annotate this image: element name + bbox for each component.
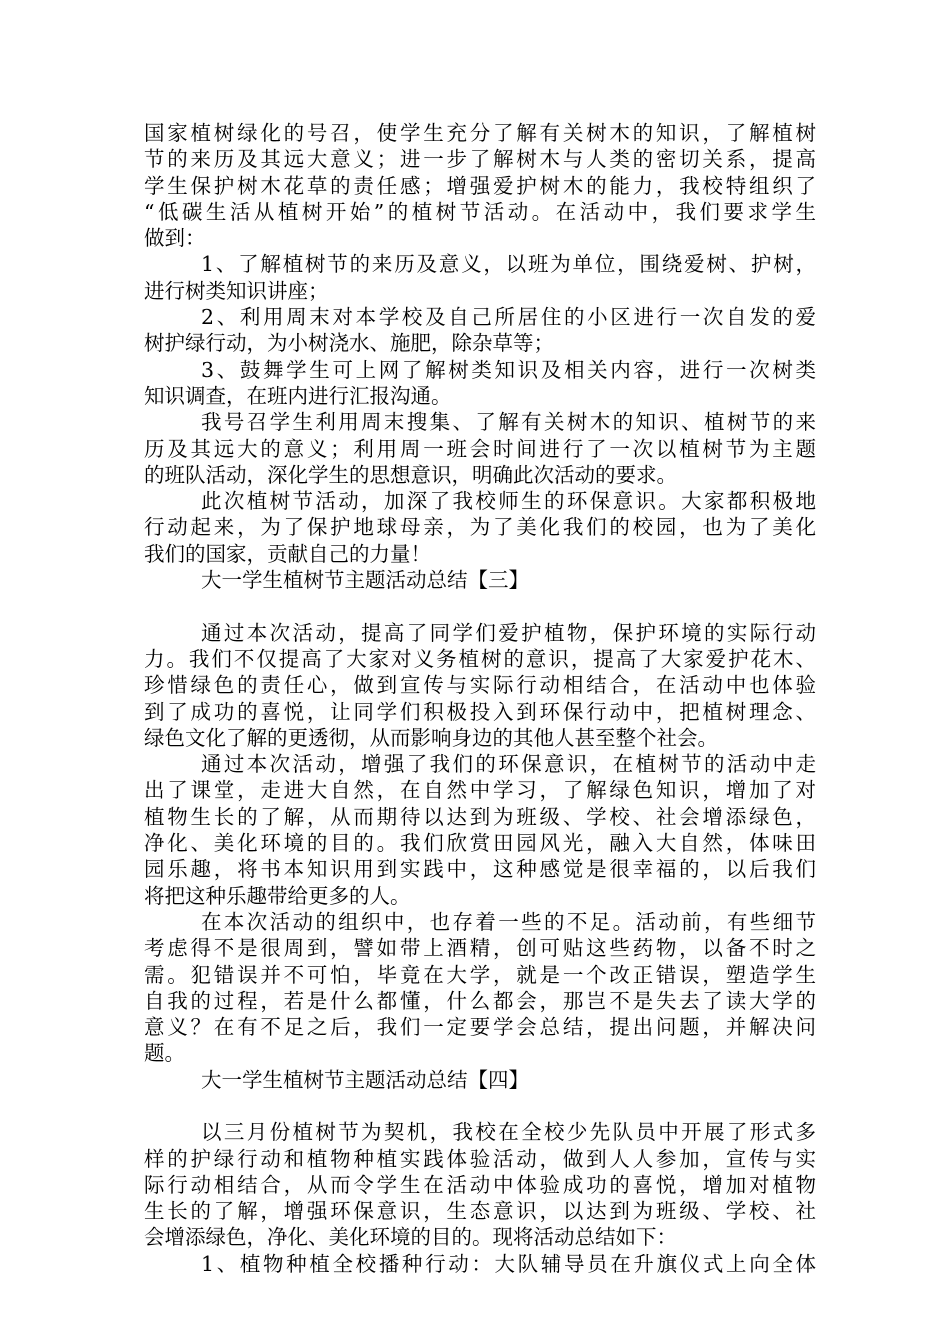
paragraph-start: 此次植树节活动，加深了我校师生的环保意识。大家都积极地 bbox=[201, 489, 816, 514]
text-line: 做到： bbox=[144, 226, 206, 251]
text-line: 到了成功的喜悦，让同学们积极投入到环保行动中，把植树理念、 bbox=[144, 699, 816, 724]
text-line: 出了课堂，走进大自然，在自然中学习，了解绿色知识，增加了对 bbox=[144, 778, 816, 803]
text-line: 学生保护树木花草的责任感；增强爱护树木的能力，我校特组织了 bbox=[144, 173, 816, 198]
text-line: 植物生长的了解，从而期待以达到为班级、学校、社会增添绿色， bbox=[144, 804, 816, 829]
text-line: 进行树类知识讲座； bbox=[144, 278, 329, 303]
text-line: 力。我们不仅提高了大家对义务植树的意识，提高了大家爱护花木、 bbox=[144, 646, 816, 671]
section-heading-4: 大一学生植树节主题活动总结【四】 bbox=[201, 1067, 529, 1092]
text-line: 的班队活动，深化学生的思想意识，明确此次活动的要求。 bbox=[144, 462, 677, 487]
text-line: 历及其远大的意义；利用周一班会时间进行了一次以植树节为主题 bbox=[144, 436, 816, 461]
text-line: “低碳生活从植树开始”的植树节活动。在活动中，我们要求学生 bbox=[144, 199, 816, 224]
text-line: 节的来历及其远大意义；进一步了解树木与人类的密切关系，提高 bbox=[144, 147, 816, 172]
paragraph-start: 以三月份植树节为契机，我校在全校少先队员中开展了形式多 bbox=[201, 1120, 816, 1145]
text-line: 题。 bbox=[144, 1041, 185, 1066]
text-line: 际行动相结合，从而令学生在活动中体验成功的喜悦，增加对植物 bbox=[144, 1172, 816, 1197]
text-line: 会增添绿色，净化、美化环境的目的。现将活动总结如下： bbox=[144, 1225, 677, 1250]
text-line: 园乐趣，将书本知识用到实践中，这种感觉是很幸福的，以后我们 bbox=[144, 857, 816, 882]
list-item-1: 1、植物种植全校播种行动：大队辅导员在升旗仪式上向全体 bbox=[201, 1251, 816, 1276]
text-line: 珍惜绿色的责任心，做到宣传与实际行动相结合，在活动中也体验 bbox=[144, 673, 816, 698]
text-line: 行动起来，为了保护地球母亲，为了美化我们的校园，也为了美化 bbox=[144, 515, 816, 540]
document-body bbox=[144, 120, 816, 1277]
paragraph-start: 在本次活动的组织中，也存着一些的不足。活动前，有些细节 bbox=[201, 909, 816, 934]
list-item-1: 1、了解植树节的来历及意义，以班为单位，围绕爱树、护树， bbox=[201, 252, 816, 277]
list-item-2: 2、利用周末对本学校及自己所居住的小区进行一次自发的爱 bbox=[201, 305, 816, 330]
text-line: 知识调查，在班内进行汇报沟通。 bbox=[144, 383, 452, 408]
text-line: 树护绿行动，为小树浇水、施肥，除杂草等； bbox=[144, 331, 554, 356]
section-heading-3: 大一学生植树节主题活动总结【三】 bbox=[201, 568, 529, 593]
paragraph-start: 通过本次活动，增强了我们的环保意识，在植树节的活动中走 bbox=[201, 752, 816, 777]
paragraph-start: 通过本次活动，提高了同学们爱护植物，保护环境的实际行动 bbox=[201, 620, 816, 645]
text-line: 样的护绿行动和植物种植实践体验活动，做到人人参加，宣传与实 bbox=[144, 1146, 816, 1171]
text-line: 意义？在有不足之后，我们一定要学会总结，提出问题，并解决问 bbox=[144, 1015, 816, 1040]
text-line: 生长的了解，增强环保意识，生态意识，以达到为班级、学校、社 bbox=[144, 1199, 816, 1224]
paragraph-start: 我号召学生利用周末搜集、了解有关树木的知识、植树节的来 bbox=[201, 410, 816, 435]
text-line: 我们的国家，贡献自己的力量！ bbox=[144, 541, 431, 566]
text-line: 将把这种乐趣带给更多的人。 bbox=[144, 883, 411, 908]
text-line: 自我的过程，若是什么都懂，什么都会，那岂不是失去了读大学的 bbox=[144, 988, 816, 1013]
blank-line bbox=[144, 593, 816, 619]
text-line: 绿色文化了解的更透彻，从而影响身边的其他人甚至整个社会。 bbox=[144, 725, 718, 750]
text-line: 考虑得不是很周到，譬如带上酒精，创可贴这些药物，以备不时之 bbox=[144, 936, 816, 961]
text-line: 需。犯错误并不可怕，毕竟在大学，就是一个改正错误，塑造学生 bbox=[144, 962, 816, 987]
list-item-3: 3、鼓舞学生可上网了解树类知识及相关内容，进行一次树类 bbox=[201, 357, 816, 382]
text-line: 净化、美化环境的目的。我们欣赏田园风光，融入大自然，体味田 bbox=[144, 831, 816, 856]
blank-line bbox=[144, 1093, 816, 1119]
text-line: 国家植树绿化的号召，使学生充分了解有关树木的知识，了解植树 bbox=[144, 121, 816, 145]
